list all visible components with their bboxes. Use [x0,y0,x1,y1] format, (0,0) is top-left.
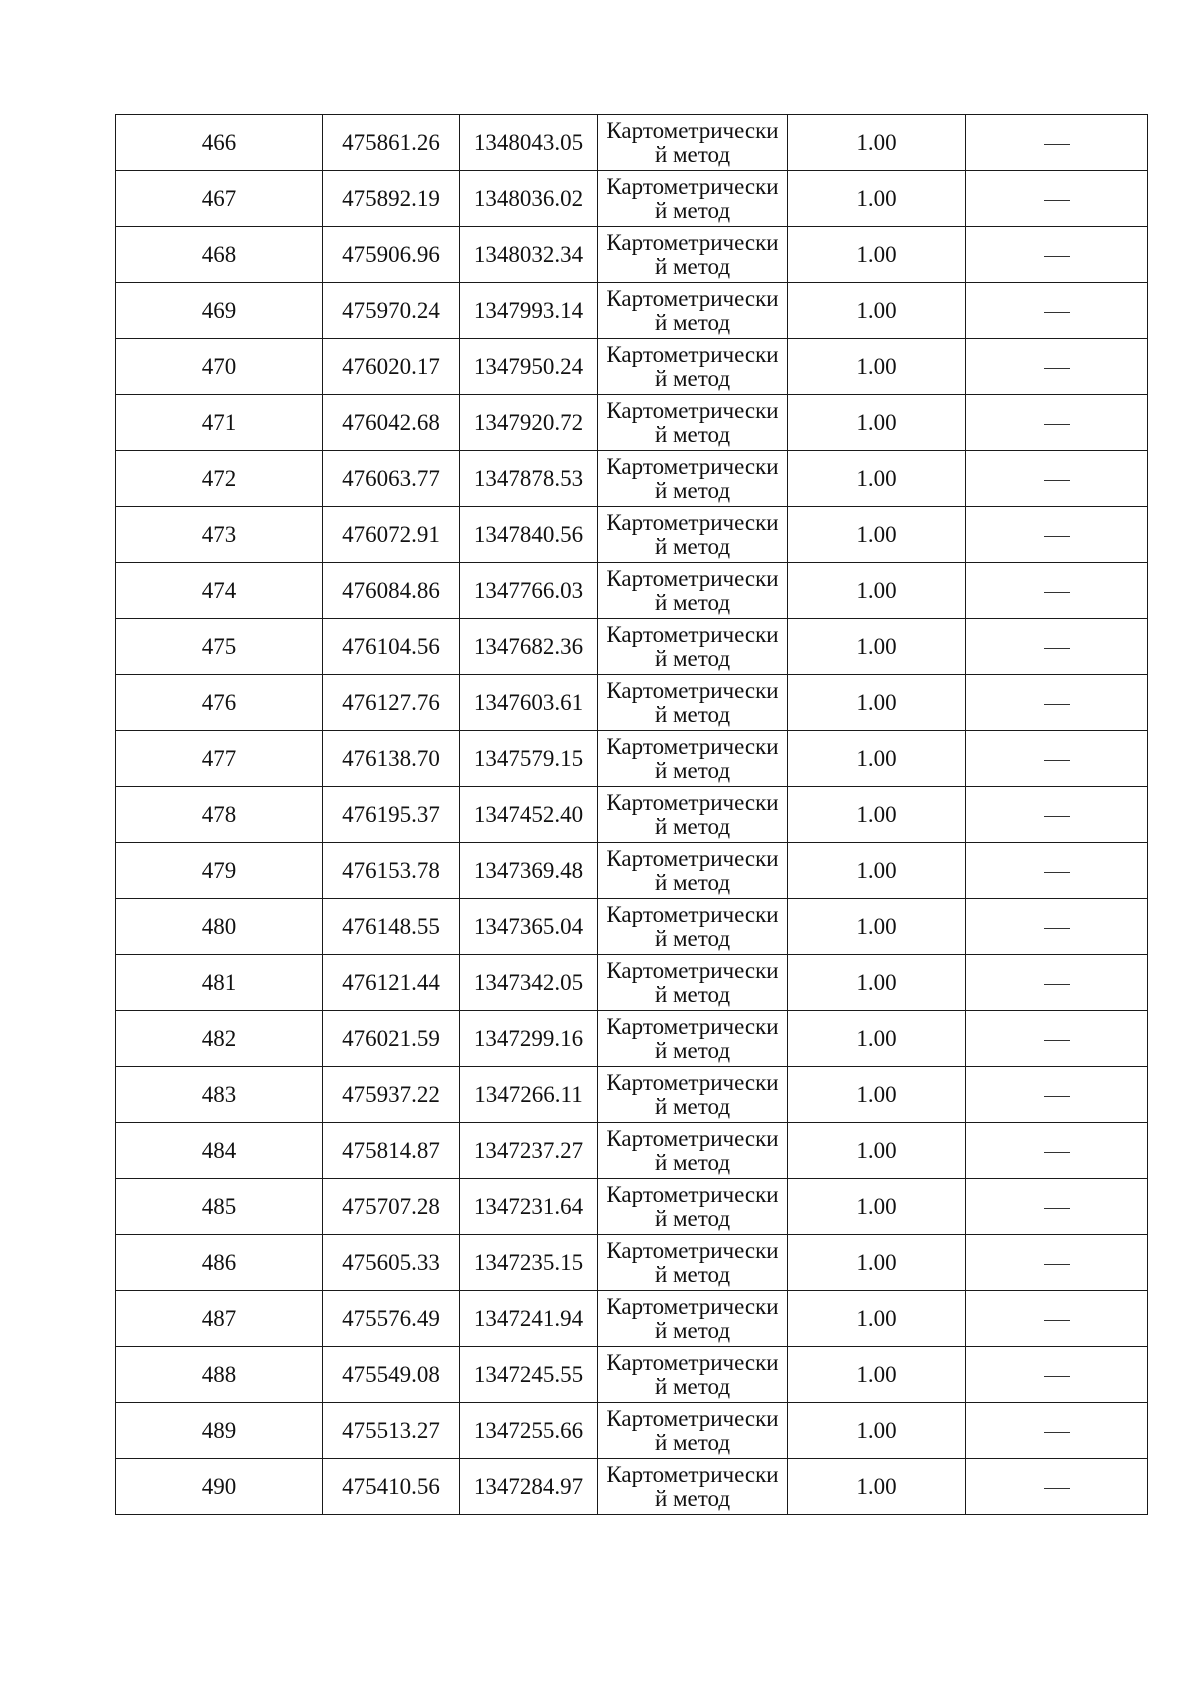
accuracy-cell: 1.00 [788,619,966,675]
point-number-cell: 478 [116,787,323,843]
method-cell: Картометрически й метод [598,675,788,731]
note-cell [966,1235,1148,1291]
y-coordinate-cell: 1347237.27 [460,1123,598,1179]
y-coordinate-cell: 1348043.05 [460,115,598,171]
x-coordinate-cell: 476127.76 [323,675,460,731]
note-cell [966,1067,1148,1123]
y-coordinate-cell: 1348036.02 [460,171,598,227]
y-coordinate-cell: 1347369.48 [460,843,598,899]
x-coordinate-cell: 475707.28 [323,1179,460,1235]
accuracy-cell: 1.00 [788,451,966,507]
table-row [116,1011,1148,1067]
table-row [116,899,1148,955]
table-row [116,451,1148,507]
note-cell [966,1347,1148,1403]
dash-mark [1044,424,1070,425]
note-cell [966,283,1148,339]
dash-mark [1044,1488,1070,1489]
accuracy-cell: 1.00 [788,955,966,1011]
accuracy-cell: 1.00 [788,1459,966,1515]
table-row [116,1123,1148,1179]
method-cell: Картометрически й метод [598,1179,788,1235]
note-cell [966,227,1148,283]
y-coordinate-cell: 1347365.04 [460,899,598,955]
table-row [116,1347,1148,1403]
accuracy-cell: 1.00 [788,1291,966,1347]
note-cell [966,395,1148,451]
point-number-cell: 468 [116,227,323,283]
y-coordinate-cell: 1347299.16 [460,1011,598,1067]
dash-mark [1044,1320,1070,1321]
dash-mark [1044,1432,1070,1433]
point-number-cell: 481 [116,955,323,1011]
x-coordinate-cell: 476084.86 [323,563,460,619]
method-cell: Картометрически й метод [598,1347,788,1403]
note-cell [966,899,1148,955]
point-number-cell: 485 [116,1179,323,1235]
y-coordinate-cell: 1347342.05 [460,955,598,1011]
table-row [116,115,1148,171]
dash-mark [1044,872,1070,873]
note-cell [966,1123,1148,1179]
y-coordinate-cell: 1347766.03 [460,563,598,619]
x-coordinate-cell: 475549.08 [323,1347,460,1403]
dash-mark [1044,1208,1070,1209]
dash-mark [1044,368,1070,369]
x-coordinate-cell: 476195.37 [323,787,460,843]
dash-mark [1044,1264,1070,1265]
dash-mark [1044,312,1070,313]
x-coordinate-cell: 475970.24 [323,283,460,339]
point-number-cell: 487 [116,1291,323,1347]
y-coordinate-cell: 1348032.34 [460,227,598,283]
x-coordinate-cell: 475513.27 [323,1403,460,1459]
table-row [116,339,1148,395]
table-row [116,1459,1148,1515]
point-number-cell: 467 [116,171,323,227]
y-coordinate-cell: 1347920.72 [460,395,598,451]
table-row [116,843,1148,899]
method-cell: Картометрически й метод [598,171,788,227]
point-number-cell: 476 [116,675,323,731]
x-coordinate-cell: 476138.70 [323,731,460,787]
accuracy-cell: 1.00 [788,227,966,283]
table-row [116,171,1148,227]
accuracy-cell: 1.00 [788,171,966,227]
dash-mark [1044,144,1070,145]
dash-mark [1044,536,1070,537]
note-cell [966,675,1148,731]
method-cell: Картометрически й метод [598,1011,788,1067]
dash-mark [1044,1152,1070,1153]
x-coordinate-cell: 475410.56 [323,1459,460,1515]
table-row [116,1291,1148,1347]
dash-mark [1044,984,1070,985]
accuracy-cell: 1.00 [788,1403,966,1459]
x-coordinate-cell: 475576.49 [323,1291,460,1347]
table-row [116,787,1148,843]
method-cell: Картометрически й метод [598,1459,788,1515]
dash-mark [1044,816,1070,817]
method-cell: Картометрически й метод [598,1291,788,1347]
point-number-cell: 488 [116,1347,323,1403]
method-cell: Картометрически й метод [598,1403,788,1459]
accuracy-cell: 1.00 [788,507,966,563]
y-coordinate-cell: 1347452.40 [460,787,598,843]
point-number-cell: 482 [116,1011,323,1067]
point-number-cell: 472 [116,451,323,507]
point-number-cell: 484 [116,1123,323,1179]
note-cell [966,787,1148,843]
method-cell: Картометрически й метод [598,339,788,395]
dash-mark [1044,480,1070,481]
accuracy-cell: 1.00 [788,1067,966,1123]
table-row [116,563,1148,619]
dash-mark [1044,1096,1070,1097]
method-cell: Картометрически й метод [598,507,788,563]
table-row [116,1067,1148,1123]
x-coordinate-cell: 475605.33 [323,1235,460,1291]
table-row [116,1235,1148,1291]
y-coordinate-cell: 1347878.53 [460,451,598,507]
method-cell: Картометрически й метод [598,115,788,171]
note-cell [966,451,1148,507]
accuracy-cell: 1.00 [788,395,966,451]
accuracy-cell: 1.00 [788,1123,966,1179]
table-row [116,955,1148,1011]
accuracy-cell: 1.00 [788,339,966,395]
dash-mark [1044,256,1070,257]
note-cell [966,1179,1148,1235]
point-number-cell: 475 [116,619,323,675]
method-cell: Картометрически й метод [598,283,788,339]
accuracy-cell: 1.00 [788,1179,966,1235]
method-cell: Картометрически й метод [598,843,788,899]
y-coordinate-cell: 1347266.11 [460,1067,598,1123]
note-cell [966,1011,1148,1067]
accuracy-cell: 1.00 [788,787,966,843]
x-coordinate-cell: 476104.56 [323,619,460,675]
table-row [116,507,1148,563]
dash-mark [1044,1376,1070,1377]
accuracy-cell: 1.00 [788,843,966,899]
y-coordinate-cell: 1347682.36 [460,619,598,675]
dash-mark [1044,760,1070,761]
accuracy-cell: 1.00 [788,563,966,619]
note-cell [966,171,1148,227]
dash-mark [1044,592,1070,593]
x-coordinate-cell: 476153.78 [323,843,460,899]
x-coordinate-cell: 476020.17 [323,339,460,395]
accuracy-cell: 1.00 [788,731,966,787]
x-coordinate-cell: 475937.22 [323,1067,460,1123]
note-cell [966,563,1148,619]
y-coordinate-cell: 1347245.55 [460,1347,598,1403]
dash-mark [1044,928,1070,929]
note-cell [966,1403,1148,1459]
y-coordinate-cell: 1347950.24 [460,339,598,395]
accuracy-cell: 1.00 [788,115,966,171]
x-coordinate-cell: 476021.59 [323,1011,460,1067]
y-coordinate-cell: 1347255.66 [460,1403,598,1459]
table-row [116,1403,1148,1459]
method-cell: Картометрически й метод [598,1235,788,1291]
table-row [116,283,1148,339]
method-cell: Картометрически й метод [598,563,788,619]
point-number-cell: 474 [116,563,323,619]
x-coordinate-cell: 476072.91 [323,507,460,563]
y-coordinate-cell: 1347579.15 [460,731,598,787]
y-coordinate-cell: 1347235.15 [460,1235,598,1291]
point-number-cell: 480 [116,899,323,955]
dash-mark [1044,200,1070,201]
x-coordinate-cell: 475814.87 [323,1123,460,1179]
point-number-cell: 466 [116,115,323,171]
x-coordinate-cell: 475906.96 [323,227,460,283]
table-row [116,1179,1148,1235]
accuracy-cell: 1.00 [788,1347,966,1403]
note-cell [966,1291,1148,1347]
y-coordinate-cell: 1347231.64 [460,1179,598,1235]
note-cell [966,1459,1148,1515]
y-coordinate-cell: 1347993.14 [460,283,598,339]
method-cell: Картометрически й метод [598,731,788,787]
y-coordinate-cell: 1347241.94 [460,1291,598,1347]
y-coordinate-cell: 1347284.97 [460,1459,598,1515]
method-cell: Картометрически й метод [598,619,788,675]
dash-mark [1044,704,1070,705]
point-number-cell: 477 [116,731,323,787]
method-cell: Картометрически й метод [598,395,788,451]
note-cell [966,731,1148,787]
method-cell: Картометрически й метод [598,1067,788,1123]
point-number-cell: 473 [116,507,323,563]
dash-mark [1044,1040,1070,1041]
x-coordinate-cell: 476121.44 [323,955,460,1011]
x-coordinate-cell: 475861.26 [323,115,460,171]
note-cell [966,843,1148,899]
table-row [116,395,1148,451]
dash-mark [1044,648,1070,649]
point-number-cell: 471 [116,395,323,451]
method-cell: Картометрически й метод [598,451,788,507]
accuracy-cell: 1.00 [788,675,966,731]
method-cell: Картометрически й метод [598,227,788,283]
point-number-cell: 469 [116,283,323,339]
coordinates-table [115,114,1148,1515]
point-number-cell: 483 [116,1067,323,1123]
method-cell: Картометрически й метод [598,955,788,1011]
x-coordinate-cell: 476148.55 [323,899,460,955]
x-coordinate-cell: 476042.68 [323,395,460,451]
method-cell: Картометрически й метод [598,1123,788,1179]
accuracy-cell: 1.00 [788,1011,966,1067]
point-number-cell: 479 [116,843,323,899]
method-cell: Картометрически й метод [598,787,788,843]
method-cell: Картометрически й метод [598,899,788,955]
note-cell [966,955,1148,1011]
accuracy-cell: 1.00 [788,1235,966,1291]
table-row [116,619,1148,675]
x-coordinate-cell: 476063.77 [323,451,460,507]
note-cell [966,339,1148,395]
accuracy-cell: 1.00 [788,283,966,339]
point-number-cell: 489 [116,1403,323,1459]
y-coordinate-cell: 1347603.61 [460,675,598,731]
accuracy-cell: 1.00 [788,899,966,955]
point-number-cell: 486 [116,1235,323,1291]
y-coordinate-cell: 1347840.56 [460,507,598,563]
point-number-cell: 470 [116,339,323,395]
x-coordinate-cell: 475892.19 [323,171,460,227]
table-row [116,731,1148,787]
point-number-cell: 490 [116,1459,323,1515]
note-cell [966,507,1148,563]
table-body [116,115,1148,1515]
table-row [116,227,1148,283]
table-row [116,675,1148,731]
note-cell [966,115,1148,171]
note-cell [966,619,1148,675]
